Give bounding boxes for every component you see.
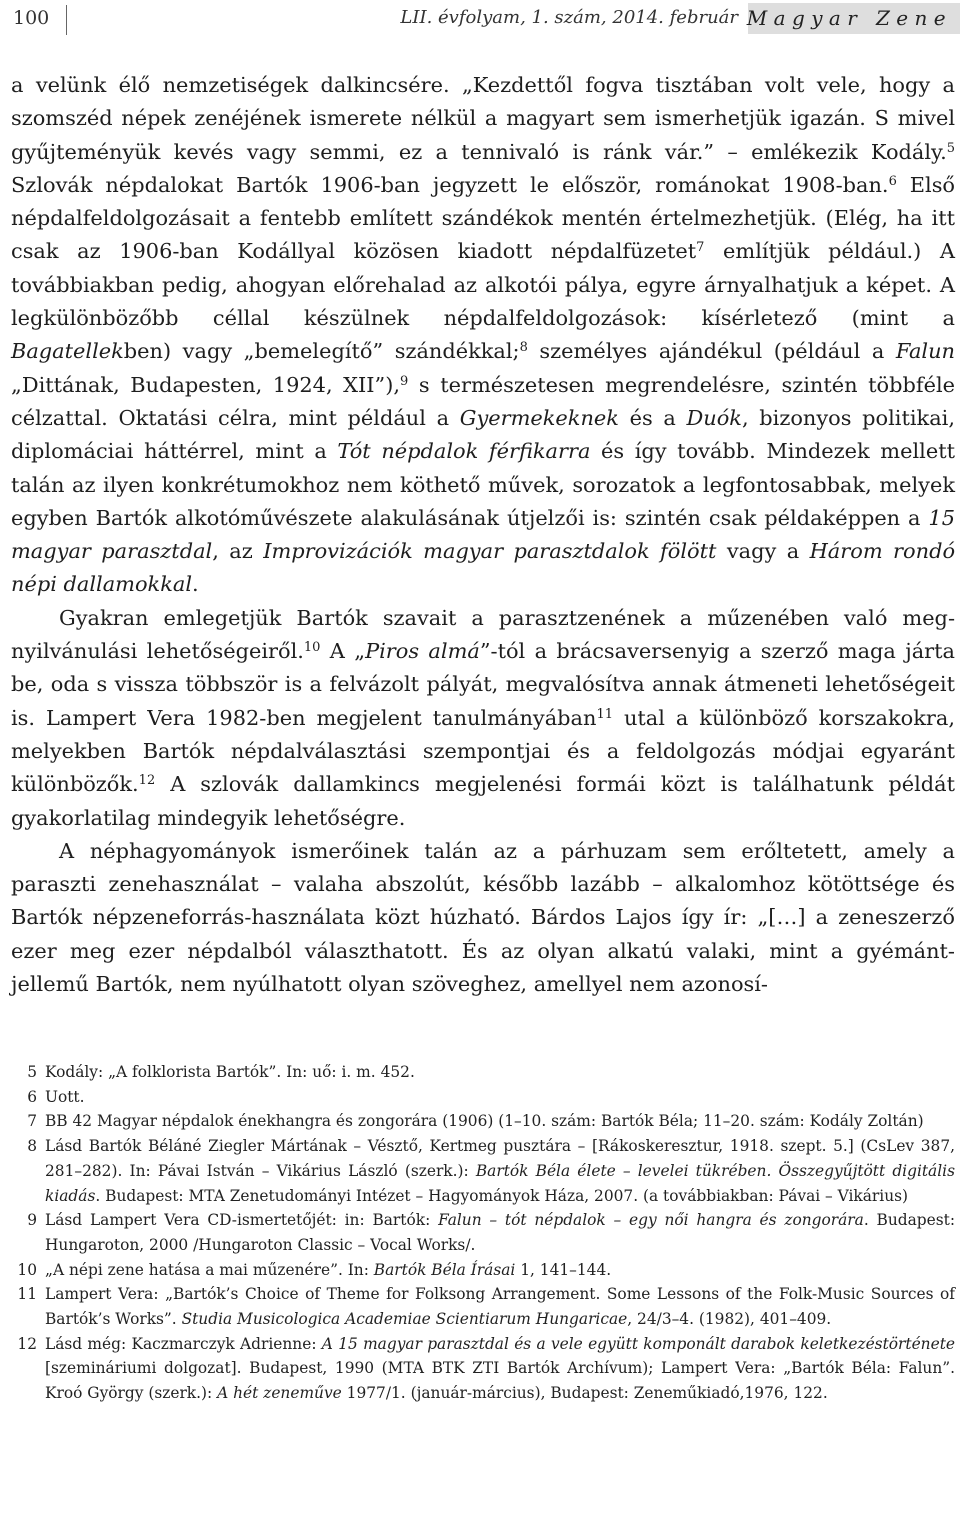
text-run: és a [618,405,687,430]
italic-title: Bartók Béla Írásai [373,1260,516,1279]
footnote-reference: 5 [946,140,955,156]
footnote-number: 9 [27,1211,37,1230]
footnote-number: 10 [17,1260,37,1279]
text-run: Lásd még: Kaczmarczyk Adrienne: [45,1334,322,1353]
footnote [11,1085,955,1110]
footnote-text [45,1258,955,1283]
footnote-reference: 11 [596,706,613,722]
text-run: utal a különböző korszakokra, melyekben Bartók népdalválasztási szempontjai és a feldolgozás módjai egyaránt különbözők. [11,705,955,797]
text-run: ”-tól a brácsaversenyig a szerző maga járta be, oda s vissza többször is a felvázolt pályát, megvalósítva annak átmeneti lehetőségeit is. Lampert Vera 1982-ben megjelent tanulmányában [11,639,955,730]
footnote [11,1109,955,1134]
footnote-number: 8 [27,1137,37,1156]
italic-title: Studia Musicologica Academiae Scientiarum Hungaricae [181,1310,628,1329]
italic-title: Falun [895,339,955,364]
text-run: Első népdalfeldolgozásait a fentebb említett szándékok mentén értelmezhetjük. (Elég, ha itt csak az 1906-ban Kodállyal közösen kiadott népdalfüzetet [11,172,955,264]
italic-title: Három rondó népi dallamokkal [11,539,956,597]
italic-title: A hét zeneműve [217,1384,342,1403]
text-run: „A népi zene hatása a mai műzenére”. In: [45,1260,374,1279]
journal-title: Magyar Zene [746,6,952,30]
italic-title: Improvizációk magyar parasztdalok fölött [263,539,717,564]
text-run: 1, 141–144. [515,1260,612,1279]
footnote-reference: 9 [400,373,409,389]
text-run: vagy a [716,539,810,564]
text-run: személyes ajándékul (például a [527,339,896,364]
text-run: Lampert Vera: „Bartók’s Choice of Theme for Folksong Arrangement. Some Lessons of the Folk-Music Sources of Bartók’s Works”. [45,1285,955,1329]
footnote-number: 7 [27,1112,37,1131]
footnote [11,1332,955,1406]
footnote-number: 11 [17,1285,37,1304]
footnote-text [45,1332,955,1406]
italic-title: Piros almá [365,639,480,664]
paragraph [11,69,955,602]
footnote [11,1208,955,1257]
text-run: Kodály: „A folklorista Bartók”. In: uő: i. m. 452. [45,1063,415,1081]
italic-title: Bartók Béla élete – levelei tükrében. Összegyűjtött digitális kiadás [45,1161,955,1205]
italic-title: Bagatellek [11,339,124,364]
text-run: A néphagyományok ismerőinek talán az a párhuzam sem erőltetett, amely a paraszti zenehasználat – valaha abszolút, később lazább – alkalomhoz kötöttsége és Bartók népzeneforrás-használata közt húzható. Bárdos Lajos így ír: „[…] a zeneszerző ezer meg ezer népdalból választhatott. És az olyan alkatú valaki, mint a gyémánt-jellemű Bartók, nem nyúlhatott olyan szöveghez, amellyel nem azonosí- [11,838,955,997]
italic-title: Falun – tót népdalok – egy női hangra és zongorára [438,1211,864,1230]
text-run: ben) vagy „bemelegítő” szándékkal; [123,339,520,364]
text-run: a velünk élő nemzetiségek dalkincsére. „Kezdettől fogva tisztában volt vele, hogy a szomszéd népek zenéjének ismerete nélkül a magyart sem ismerhetjük igazán. S mivel gyűjteményük kevés vagy semmi, ez a tennivaló is ránk vár.” – emlékezik Kodály. [11,73,955,164]
text-run: Lásd Bartók Béláné Ziegler Mártának – Vésztő, Kertmeg pusztára – [Rákoskeresztur, 1918. szept. 5.] (CsLev 387, 281–282). In: Pávai István – Vikárius László (szerk.): [45,1137,955,1180]
footnote-text [45,1282,955,1331]
text-run: s természetesen megrendelésre, szintén többféle célzattal. Oktatási célra, mint például a [11,372,956,430]
text-run: „Dittának, Budapesten, 1924, XII”), [11,372,401,397]
paragraph [11,602,955,835]
footnote-text [45,1085,955,1110]
footnote [11,1258,955,1283]
text-run: Uott. [45,1087,85,1106]
footnote-number: 6 [27,1087,37,1106]
text-run: Gyakran emlegetjük Bartók szavait a parasztzenének a műzenében való megnyilvánulási lehetőségeiről. [11,605,955,664]
footnote-number: 5 [27,1063,37,1081]
text-run: , az [212,539,264,564]
footnote-reference: 7 [696,240,705,256]
article-body [11,69,955,1001]
text-run: A „ [320,639,366,664]
header-divider [66,5,67,35]
journal-title-bar [748,3,960,34]
italic-title: Duók [686,405,742,430]
footnote [11,1060,955,1085]
text-run: és így tovább. Mindezek mellett talán az ilyen konkrétumokhoz nem köthető művek, sorozatok a legfontosabbak, melyek egyben Bartók alkotóművészete alakulásának útjelzői is: szintén csak példaképpen a [11,439,955,530]
text-run: BB 42 Magyar népdalok énekhangra és zongorára (1906) (1–10. szám: Bartók Béla; 11–20. szám: Kodály Zoltán) [45,1112,924,1131]
footnote-reference: 10 [303,639,321,655]
page-number: 100 [13,7,50,29]
text-run: . [192,572,199,597]
italic-title: Tót népdalok férfikarra [337,439,591,464]
footnote-text [45,1060,955,1085]
text-run: , 24/3–4. (1982), 401–409. [627,1310,832,1329]
text-run: [szemináriumi dolgozat]. Budapest, 1990 (MTA BTK ZTI Bartók Archívum); Lampert Vera: „Bartók Béla: Falun”. Kroó György (szerk.): [45,1359,955,1403]
footnote-reference: 12 [138,773,156,789]
text-run: . Budapest: MTA Zenetudományi Intézet – Hagyományok Háza, 2007. (a továbbiakban: Pávai – Vikárius) [95,1186,909,1205]
footnote-text [45,1208,955,1257]
text-run: Lásd Lampert Vera CD-ismertetőjét: in: Bartók: [45,1211,439,1230]
text-run: A szlovák dallamkincs megjelenési formái közt is találhatunk példát gyakorlatilag mindegyik lehetőségre. [11,772,955,830]
text-run: említjük például.) A továbbiakban pedig, ahogyan előrehalad az alkotói pálya, egyre árnyalhatjuk a képet. A legkülönbözőbb céllal készülnek népdalfeldolgozások: kísérletező (mint a [11,239,955,331]
footnote-number: 12 [17,1334,37,1353]
footnote [11,1282,955,1331]
paragraph [11,835,955,1001]
text-run: , bizonyos politikai, diplomáciai háttérrel, mint a [11,405,955,464]
footnotes [11,1060,955,1406]
italic-title: A 15 magyar parasztdal és a vele együtt komponált darabok keletkezéstörténete [321,1334,955,1353]
italic-title: Gyermekeknek [459,405,619,430]
footnote-reference: 8 [519,340,528,356]
italic-title: 15 magyar parasztdal [11,505,955,564]
footnote-text [45,1109,955,1134]
text-run: 1977/1. (január-március), Budapest: Zeneműkiadó,1976, 122. [341,1384,828,1403]
text-run: Szlovák népdalokat Bartók 1906-ban jegyzett le először, románokat 1908-ban. [11,172,889,197]
running-header [0,0,960,42]
text-run: . Budapest: Hungaroton, 2000 /Hungaroton Classic – Vocal Works/. [45,1211,956,1254]
footnote [11,1134,955,1208]
footnote-text [45,1134,955,1208]
issue-info: LII. évfolyam, 1. szám, 2014. február [400,7,738,28]
footnote-reference: 6 [888,173,897,189]
